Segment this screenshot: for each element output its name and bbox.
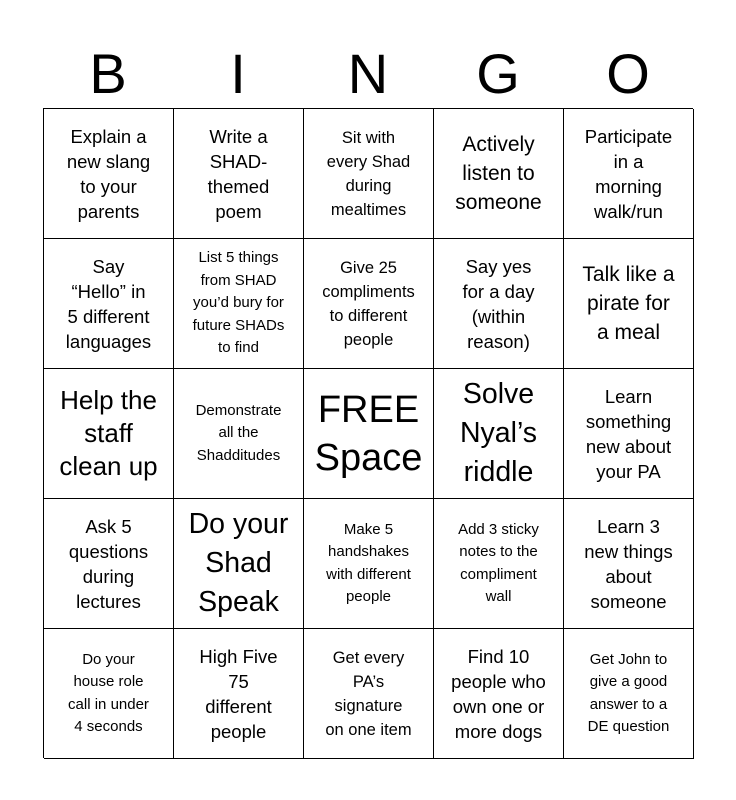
cell-text: Learn 3 new things about someone (584, 515, 673, 612)
cell-text: Learn something new about your PA (585, 385, 672, 482)
cell-text: Add 3 sticky notes to the compliment wall (458, 520, 539, 605)
cell-text: Ask 5 questions during lectures (68, 515, 149, 612)
cell-text: Find 10 people who own one or more dogs (451, 645, 546, 742)
cell-text: Talk like a pirate for a meal (582, 263, 675, 344)
bingo-board (43, 108, 693, 758)
bingo-cell[interactable] (174, 239, 304, 369)
bingo-cell[interactable] (174, 369, 304, 499)
cell-text: Make 5 handshakes with different people (326, 520, 411, 605)
cell-text: Get every PA’s signature on one item (325, 648, 412, 739)
cell-text: High Five 75 different people (199, 645, 278, 742)
bingo-cell[interactable] (174, 109, 304, 239)
bingo-cell[interactable] (44, 499, 174, 629)
cell-text: Get John to give a good answer to a DE question (587, 650, 670, 735)
bingo-cell[interactable] (434, 239, 564, 369)
cell-text: FREE Space (314, 388, 423, 479)
cell-text: Explain a new slang to your parents (66, 125, 151, 222)
bingo-cell[interactable] (564, 239, 694, 369)
cell-text: Help the staff clean up (59, 385, 158, 481)
bingo-cell[interactable] (174, 629, 304, 759)
bingo-cell[interactable] (44, 629, 174, 759)
cell-text: Do your house role call in under 4 seconds (68, 650, 149, 735)
bingo-cell[interactable] (564, 629, 694, 759)
cell-text: Write a SHAD- themed poem (207, 125, 270, 222)
bingo-cell[interactable] (434, 369, 564, 499)
cell-text: Participate in a morning walk/run (584, 125, 673, 222)
bingo-cell[interactable] (44, 369, 174, 499)
bingo-cell[interactable] (44, 109, 174, 239)
bingo-cell[interactable] (434, 499, 564, 629)
free-space-cell[interactable] (304, 369, 434, 499)
bingo-cell[interactable] (304, 239, 434, 369)
cell-text: Actively listen to someone (455, 133, 542, 214)
cell-text: Say yes for a day (within reason) (462, 255, 535, 352)
cell-text: List 5 things from SHAD you’d bury for future SHADs to find (192, 249, 285, 357)
header-letter-n: N (347, 42, 389, 105)
cell-text: Demonstrate all the Shadditudes (195, 401, 282, 464)
bingo-cell[interactable] (304, 499, 434, 629)
cell-text: Give 25 compliments to different people (322, 258, 415, 349)
header-letter-o: O (606, 42, 650, 105)
bingo-cell[interactable] (564, 109, 694, 239)
bingo-cell[interactable] (44, 239, 174, 369)
bingo-cell[interactable] (174, 499, 304, 629)
bingo-cell[interactable] (564, 369, 694, 499)
cell-text: Solve Nyal’s riddle (459, 378, 538, 488)
bingo-cell[interactable] (564, 499, 694, 629)
bingo-cell[interactable] (434, 629, 564, 759)
bingo-cell[interactable] (304, 629, 434, 759)
bingo-header (43, 40, 693, 108)
header-letter-b: B (89, 42, 127, 105)
cell-text: Say “Hello” in 5 different languages (65, 255, 152, 352)
cell-text: Sit with every Shad during mealtimes (326, 128, 411, 219)
bingo-cell[interactable] (434, 109, 564, 239)
header-letter-i: I (230, 42, 246, 105)
cell-text: Do your Shad Speak (188, 508, 289, 618)
header-letter-g: G (476, 42, 520, 105)
bingo-cell[interactable] (304, 109, 434, 239)
